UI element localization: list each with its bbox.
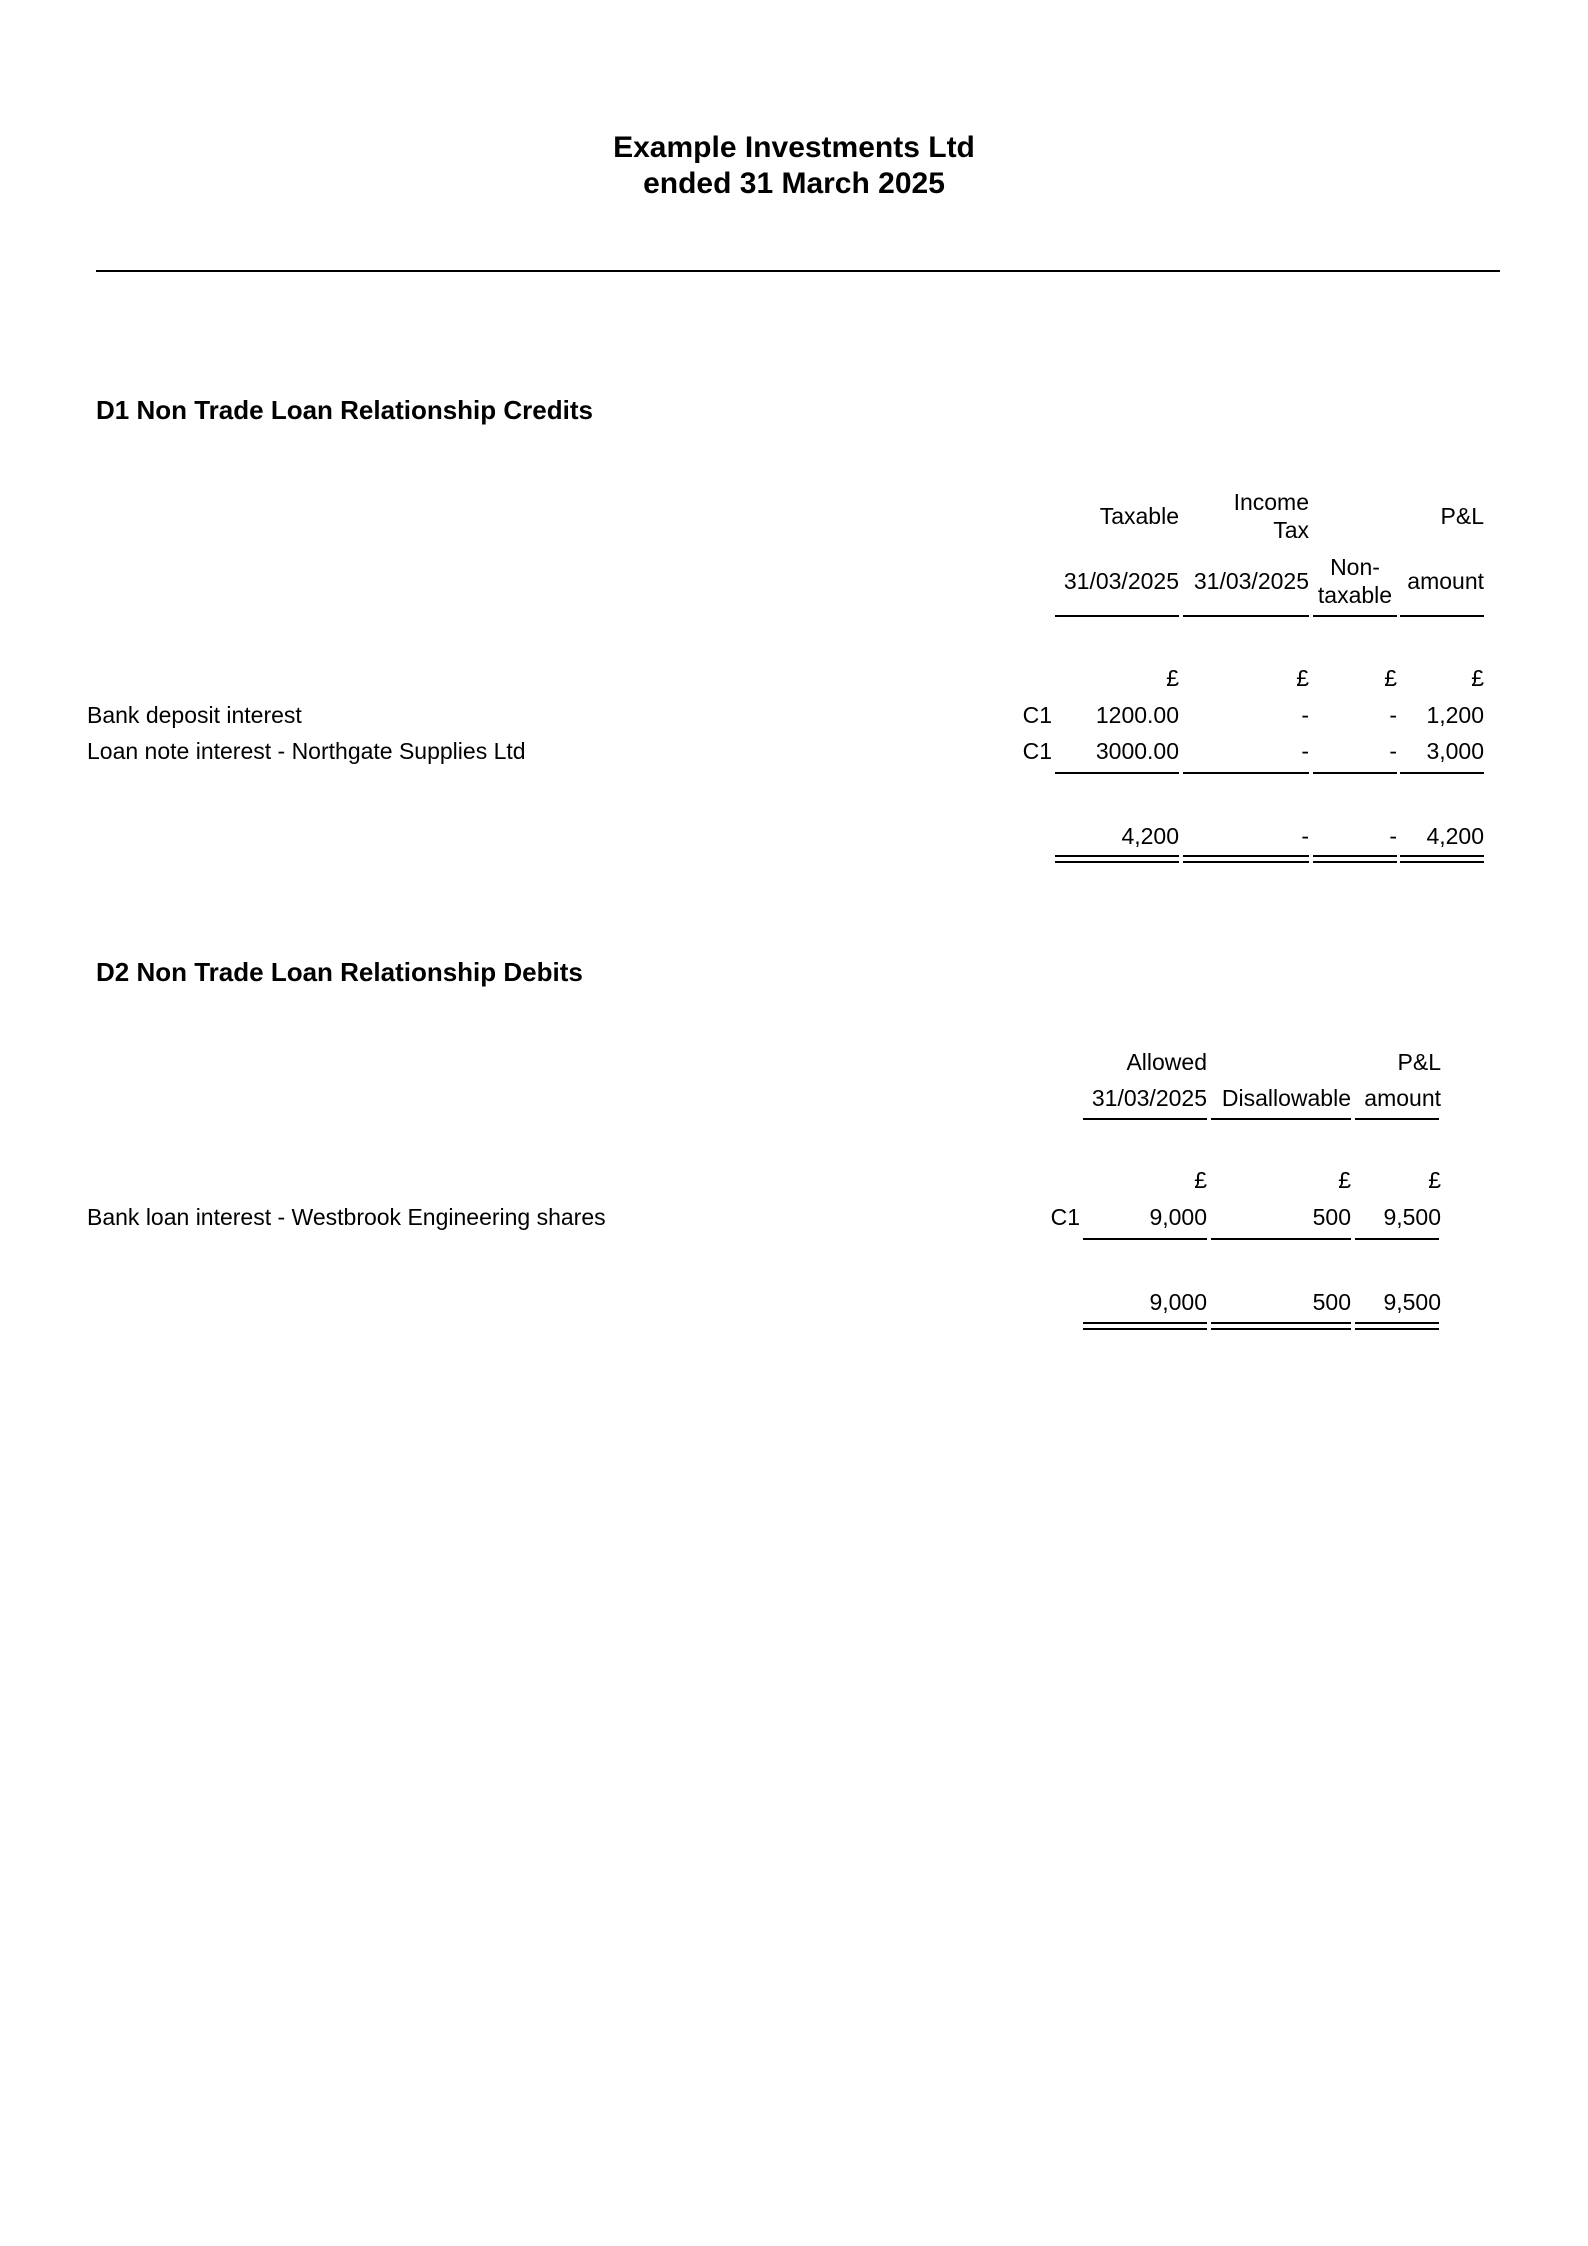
d2-subtotal-line-disallowable xyxy=(1211,1238,1351,1240)
d2-total-disallowable: 500 xyxy=(1312,1289,1351,1315)
d2-currency-pl: £ xyxy=(1428,1167,1441,1193)
d1-currency-taxable: £ xyxy=(1166,665,1179,691)
d1-subtotal-line-income-tax xyxy=(1183,772,1309,774)
d2-total-double-line-disallowable xyxy=(1211,1322,1351,1330)
d1-currency-non-taxable: £ xyxy=(1384,665,1397,691)
d2-subtotal-line-allowed xyxy=(1083,1238,1207,1240)
d2-header-underline-pl xyxy=(1355,1118,1439,1120)
d1-subtotal-line-non-taxable xyxy=(1313,772,1397,774)
d2-total-double-line-pl xyxy=(1355,1322,1439,1330)
header-divider xyxy=(96,270,1500,272)
d1-header-non-taxable-line1: Non- xyxy=(1330,554,1380,580)
d1-total-pl: 4,200 xyxy=(1426,823,1484,849)
d1-header-pl: P&L xyxy=(1440,503,1484,529)
d1-subtotal-line-pl xyxy=(1400,772,1484,774)
d2-header-allowed-date: 31/03/2025 xyxy=(1091,1085,1207,1111)
d1-header-underline-income-tax xyxy=(1183,615,1309,617)
d1-total-non-taxable: - xyxy=(1389,823,1397,849)
d2-header-pl: P&L xyxy=(1397,1049,1441,1075)
d2-header-disallowable: Disallowable xyxy=(1221,1085,1351,1111)
d1-header-taxable-date: 31/03/2025 xyxy=(1063,568,1179,594)
d1-row-non-taxable: - xyxy=(1389,738,1397,764)
d2-header-amount: amount xyxy=(1364,1085,1441,1111)
d1-currency-pl: £ xyxy=(1471,665,1484,691)
d1-row-pl: 3,000 xyxy=(1426,738,1484,764)
d1-header-underline-non-taxable xyxy=(1313,615,1397,617)
d1-row-non-taxable: - xyxy=(1389,702,1397,728)
d2-row-allowed: 9,000 xyxy=(1149,1204,1207,1230)
d1-total-double-line-income-tax xyxy=(1183,855,1309,863)
d2-header-underline-disallowable xyxy=(1211,1118,1351,1120)
d2-currency-allowed: £ xyxy=(1194,1167,1207,1193)
d2-total-pl: 9,500 xyxy=(1383,1289,1441,1315)
d1-total-double-line-non-taxable xyxy=(1313,855,1397,863)
d2-row-disallowable: 500 xyxy=(1312,1204,1351,1230)
period-title: ended 31 March 2025 xyxy=(643,167,945,200)
d1-header-non-taxable-line2: taxable xyxy=(1317,582,1393,608)
d2-total-allowed: 9,000 xyxy=(1149,1289,1207,1315)
d1-total-income-tax: - xyxy=(1301,823,1309,849)
d1-row-label: Bank deposit interest xyxy=(87,702,302,728)
company-name: Example Investments Ltd xyxy=(613,131,975,164)
d1-row-taxable: 1200.00 xyxy=(1095,702,1179,728)
d1-row-taxable: 3000.00 xyxy=(1095,738,1179,764)
d1-row-label: Loan note interest - Northgate Supplies Ltd xyxy=(87,738,526,764)
d1-header-income-tax-line1: Income xyxy=(1233,489,1309,515)
d2-section-title: D2 Non Trade Loan Relationship Debits xyxy=(96,957,583,987)
d1-header-underline-taxable xyxy=(1055,615,1179,617)
d1-currency-income-tax: £ xyxy=(1296,665,1309,691)
d2-row-ref: C1 xyxy=(1050,1204,1080,1230)
d1-total-double-line-pl xyxy=(1400,855,1484,863)
d1-header-income-tax-date: 31/03/2025 xyxy=(1193,568,1309,594)
d1-total-taxable: 4,200 xyxy=(1121,823,1179,849)
d1-row-ref: C1 xyxy=(1022,702,1052,728)
d2-subtotal-line-pl xyxy=(1355,1238,1439,1240)
d2-header-allowed: Allowed xyxy=(1126,1049,1207,1075)
d1-header-underline-pl xyxy=(1400,615,1484,617)
d1-row-income-tax: - xyxy=(1301,702,1309,728)
d2-total-double-line-allowed xyxy=(1083,1322,1207,1330)
d2-currency-disallowable: £ xyxy=(1338,1167,1351,1193)
d2-row-label: Bank loan interest - Westbrook Engineering shares xyxy=(87,1204,606,1230)
d1-total-double-line-taxable xyxy=(1055,855,1179,863)
d1-header-amount: amount xyxy=(1407,568,1484,594)
d1-row-income-tax: - xyxy=(1301,738,1309,764)
d1-header-income-tax-line2: Tax xyxy=(1273,517,1309,543)
d1-header-taxable: Taxable xyxy=(1099,503,1179,529)
d1-section-title: D1 Non Trade Loan Relationship Credits xyxy=(96,395,593,425)
d1-row-ref: C1 xyxy=(1022,738,1052,764)
d2-row-pl: 9,500 xyxy=(1383,1204,1441,1230)
d2-header-underline-allowed xyxy=(1083,1118,1207,1120)
d1-row-pl: 1,200 xyxy=(1426,702,1484,728)
d1-subtotal-line-taxable xyxy=(1055,772,1179,774)
